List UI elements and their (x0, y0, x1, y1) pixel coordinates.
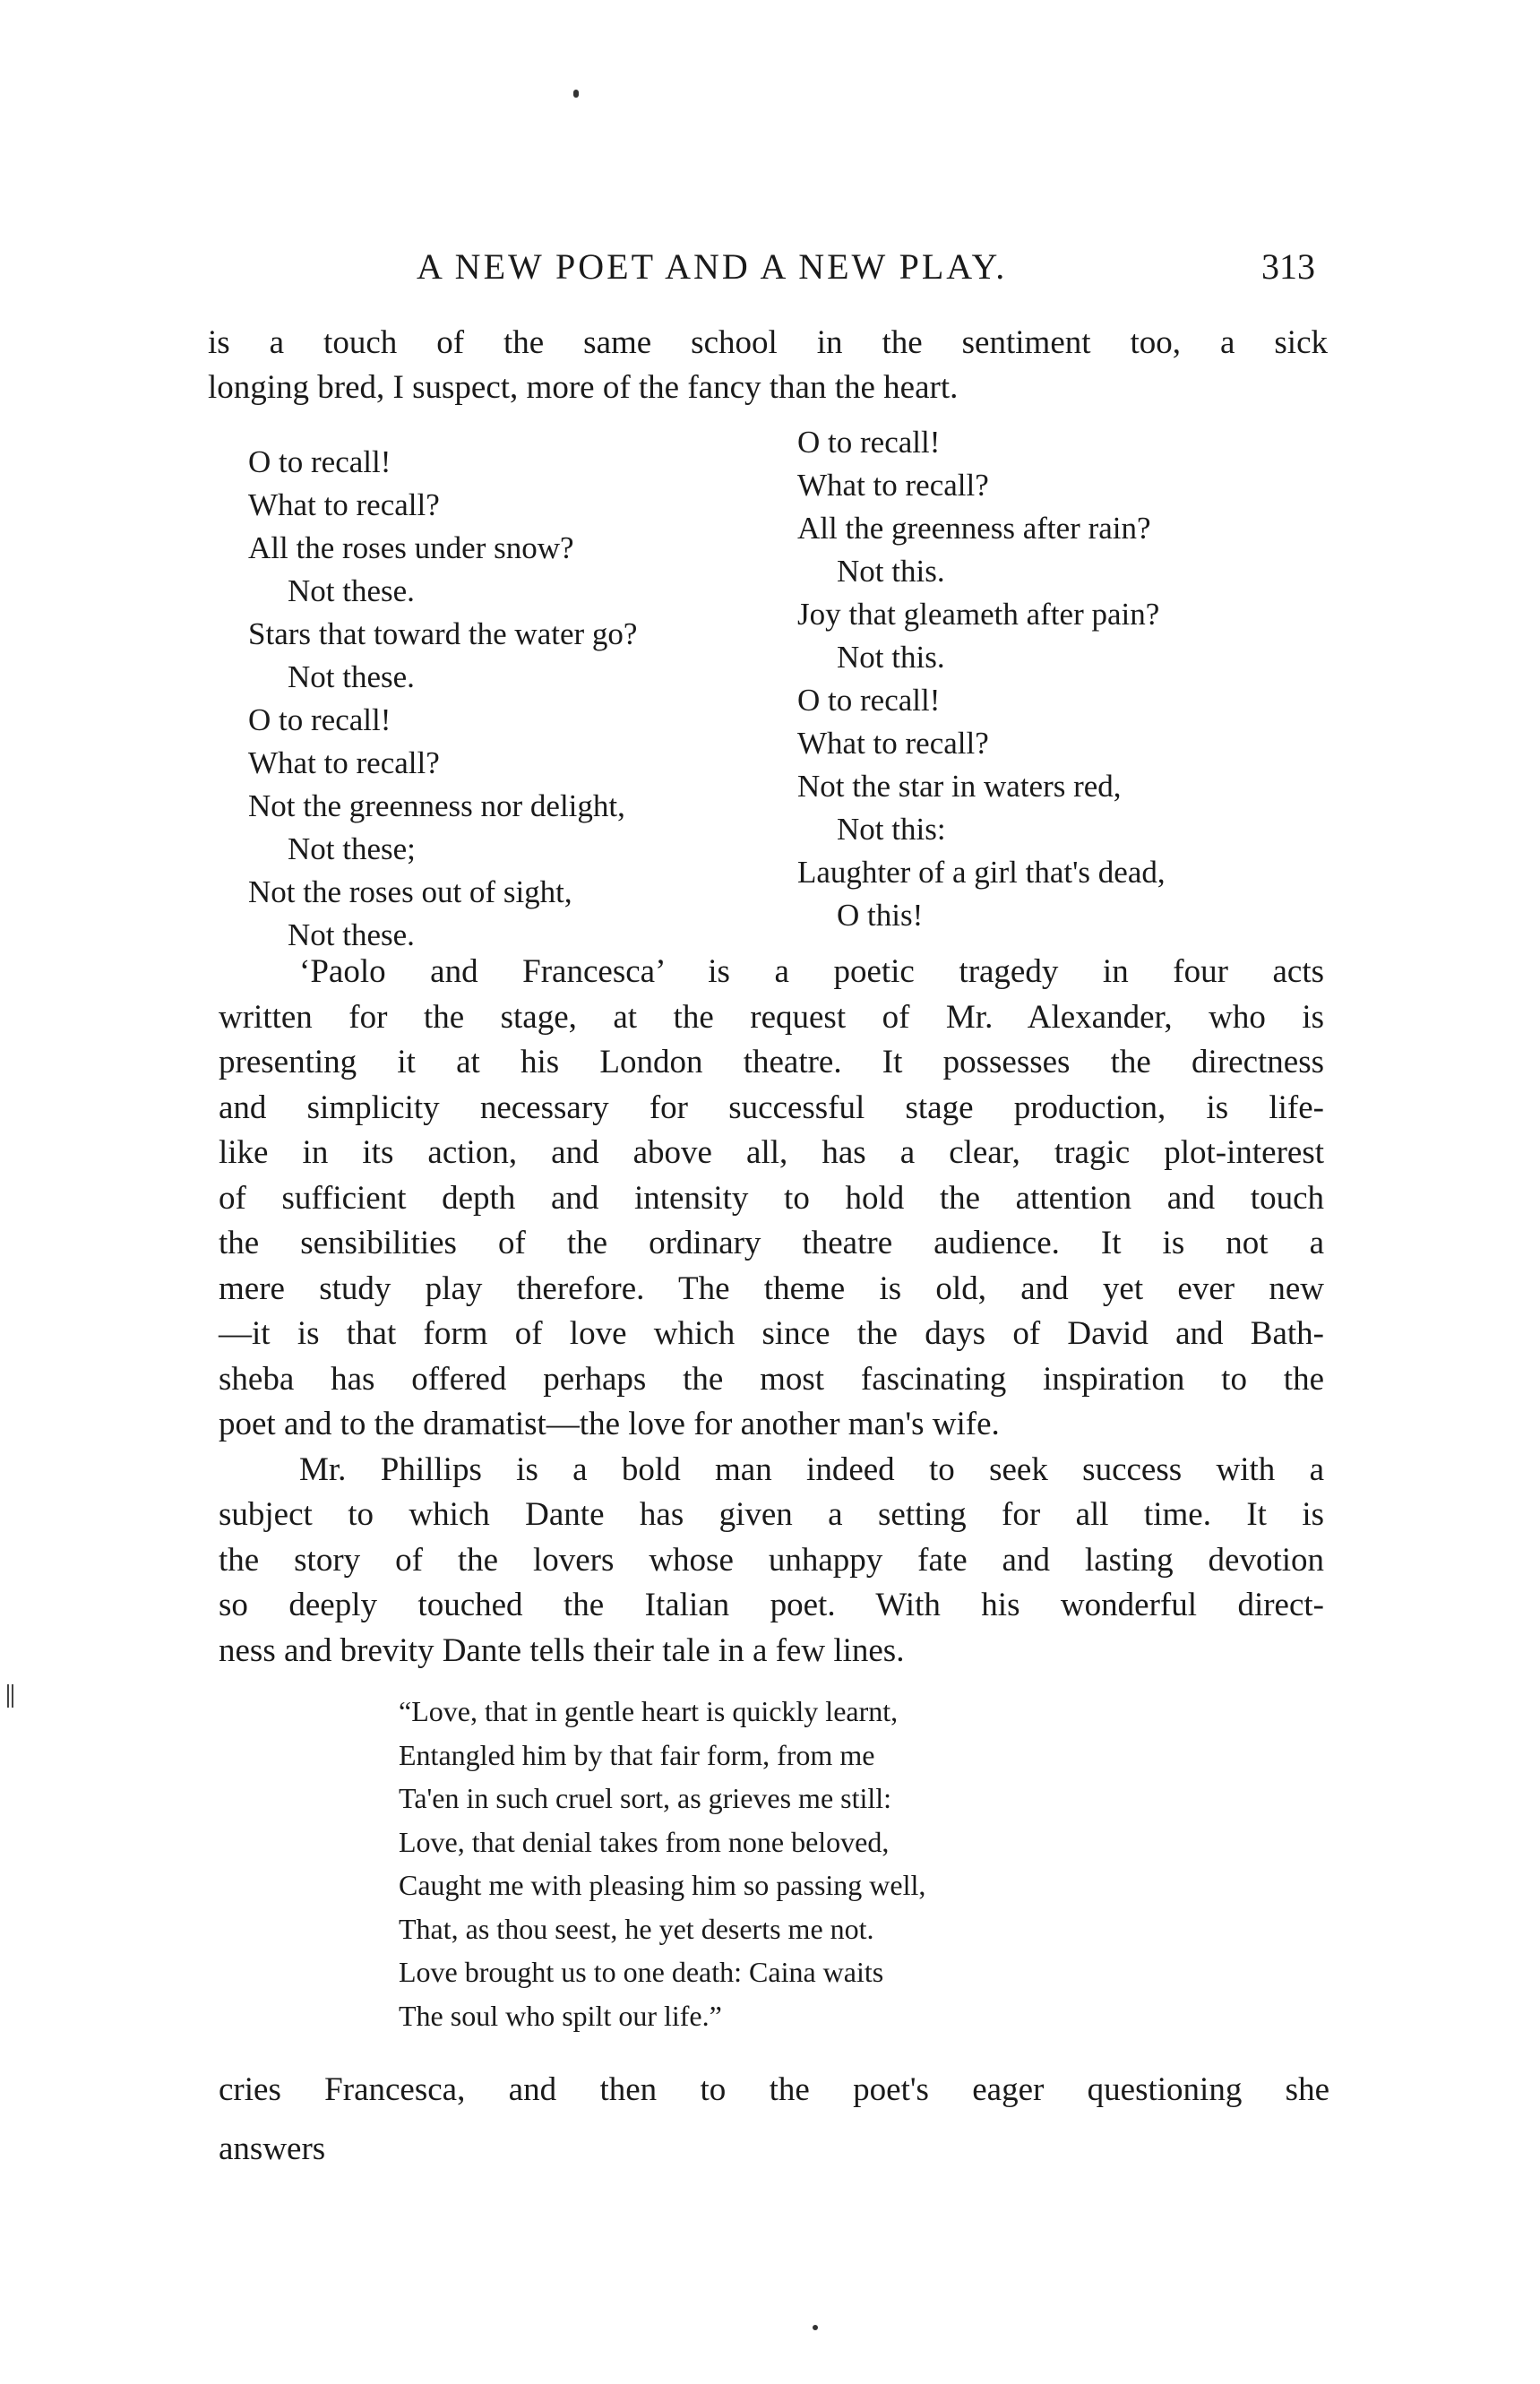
poem-line: What to recall? (797, 468, 989, 503)
poem-line: What to recall? (248, 745, 440, 780)
text-line: is a touch of the same school in the sentiment too, a sick (208, 324, 1328, 361)
text-line: ‘Paolo and Francesca’ is a poetic tragedy in four acts (299, 953, 1324, 990)
poem-line: Not this. (837, 640, 945, 675)
poem-line: What to recall? (248, 487, 440, 522)
poem-line: What to recall? (797, 726, 989, 761)
text-line: the story of the lovers whose unhappy fate and lasting devotion (219, 1541, 1324, 1579)
poem-left-column (248, 441, 637, 957)
poem-line: O this! (837, 898, 924, 933)
margin-mark (7, 1684, 13, 1708)
poem-line: Not this. (837, 554, 945, 589)
text-line: subject to which Dante has given a setting for all time. It is (219, 1496, 1324, 1533)
text-line: of sufficient depth and intensity to hold the attention and touch (219, 1179, 1324, 1217)
poem-line: All the greenness after rain? (797, 511, 1151, 546)
text-line: sheba has offered perhaps the most fascinating inspiration to the (219, 1360, 1324, 1398)
poem-line: Laughter of a girl that's dead, (797, 855, 1166, 890)
page-number: 313 (1261, 246, 1315, 287)
poem-line: O to recall! (797, 683, 941, 718)
text-line: —it is that form of love which since the days of David and Bath- (219, 1315, 1324, 1352)
poem-line: O to recall! (248, 444, 391, 479)
dante-quotation (399, 1690, 925, 2037)
text-line: like in its action, and above all, has a clear, tragic plot-interest (219, 1134, 1324, 1171)
poem-line: Not these; (288, 831, 416, 866)
ink-speck-bottom (813, 2325, 818, 2330)
ink-speck-top (573, 90, 579, 98)
paragraph-paolo-and-francesca (219, 950, 1324, 1448)
poem-right-column (797, 421, 1166, 937)
quote-line: The soul who spilt our life.” (399, 1999, 722, 2032)
text-line: mere study play therefore. The theme is old, and yet ever new (219, 1269, 1324, 1307)
text-line: and simplicity necessary for successful stage production, is life- (219, 1089, 1324, 1126)
quote-line: Entangled him by that fair form, from me (399, 1738, 875, 1771)
running-title: A NEW POET AND A NEW PLAY. (417, 246, 1008, 287)
body-text (219, 950, 1324, 1674)
poem-line: Not these. (288, 917, 415, 952)
poem-line: All the roses under snow? (248, 530, 574, 565)
poem-line: O to recall! (797, 425, 941, 460)
text-line: the sensibilities of the ordinary theatre audience. It is not a (219, 1225, 1324, 1261)
intro-paragraph (208, 321, 1328, 410)
text-line: poet and to the dramatist—the love for another man's wife. (219, 1406, 1000, 1442)
paragraph-mr-phillips (219, 1448, 1324, 1674)
poem-line: Not the greenness nor delight, (248, 788, 625, 823)
text-line: cries Francesca, and then to the poet's eager questioning she (219, 2071, 1329, 2108)
page-header (0, 240, 1540, 303)
text-line: presenting it at his London theatre. It possesses the directness (219, 1044, 1324, 1080)
poem-line: Stars that toward the water go? (248, 616, 638, 651)
poem-line: Not these. (288, 659, 415, 694)
quote-line: Caught me with pleasing him so passing well, (399, 1869, 926, 1901)
poem-line: O to recall! (248, 702, 391, 737)
poem-line: Not the star in waters red, (797, 769, 1122, 804)
closing-text (219, 2061, 1329, 2179)
poem-line: Not this: (837, 812, 946, 847)
text-line: written for the stage, at the request of Mr. Alexander, who is (219, 998, 1324, 1036)
quote-line: That, as thou seest, he yet deserts me not. (399, 1912, 874, 1945)
text-line: ness and brevity Dante tells their tale in a few lines. (219, 1631, 905, 1669)
poem-line: Joy that gleameth after pain? (797, 597, 1160, 632)
quote-line: “Love, that in gentle heart is quickly learnt, (399, 1695, 899, 1727)
quote-line: Love brought us to one death: Caina waits (399, 1956, 884, 1988)
text-line: so deeply touched the Italian poet. With his wonderful direct- (219, 1587, 1324, 1623)
text-line: Mr. Phillips is a bold man indeed to seek success with a (299, 1450, 1324, 1488)
poem-line: Not the roses out of sight, (248, 874, 572, 909)
quote-line: Love, that denial takes from none beloved, (399, 1825, 890, 1858)
text-line: longing bred, I suspect, more of the fancy than the heart. (208, 369, 959, 406)
text-line: answers (219, 2130, 326, 2167)
poem-line: Not these. (288, 573, 415, 608)
quote-line: Ta'en in such cruel sort, as grieves me still: (399, 1782, 892, 1814)
